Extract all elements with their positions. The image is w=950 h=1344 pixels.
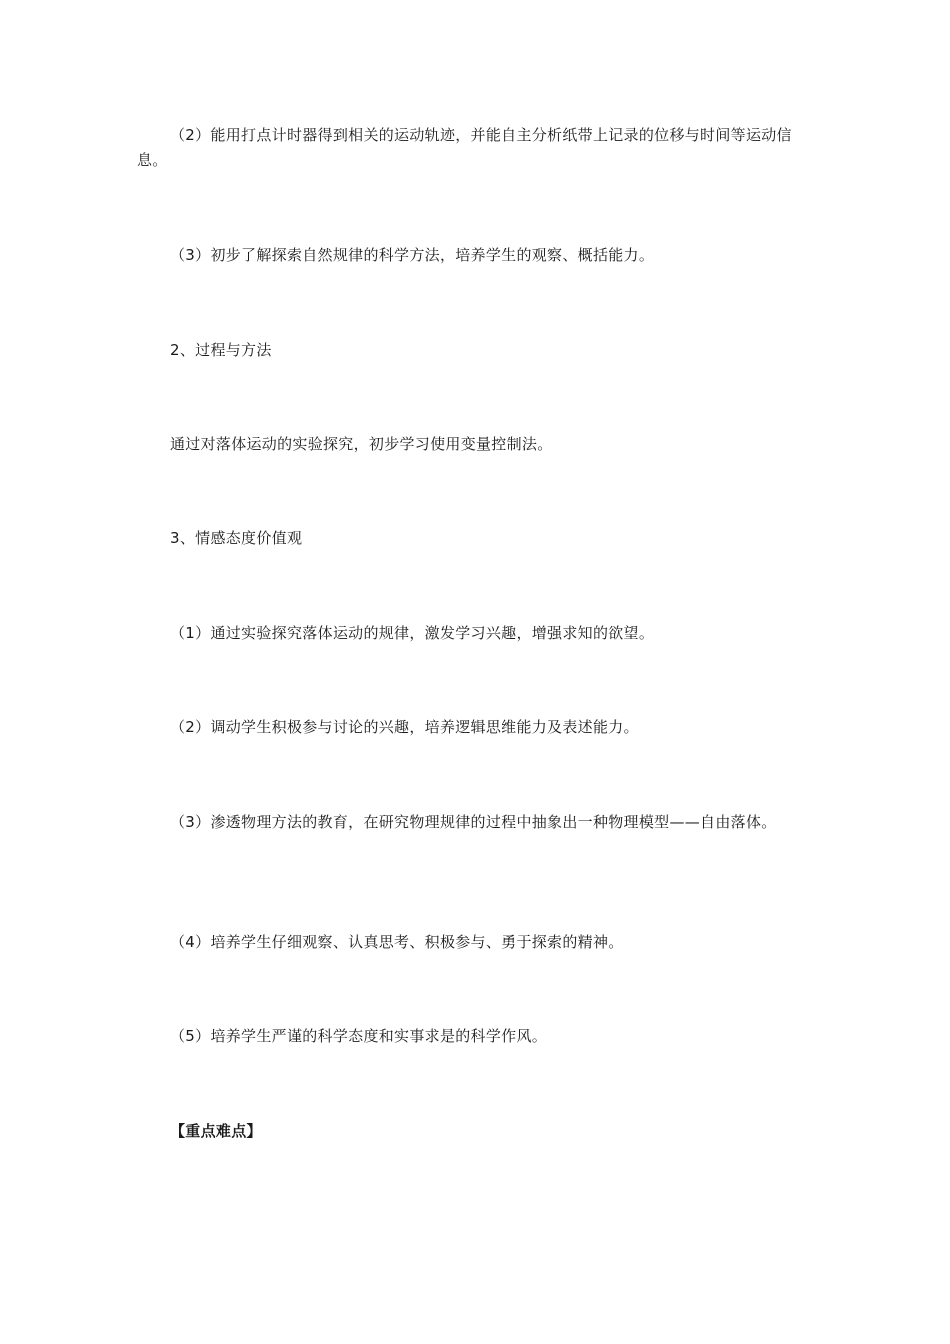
paragraph-emotion-3: （3）渗透物理方法的教育，在研究物理规律的过程中抽象出一种物理模型——自由落体。 [170,813,777,831]
paragraph-emotion-4: （4）培养学生仔细观察、认真思考、积极参与、勇于探索的精神。 [170,933,624,951]
section-heading-key-difficulties: 【重点难点】 [170,1122,262,1140]
paragraph-emotion-1: （1）通过实验探究落体运动的规律，激发学习兴趣，增强求知的欲望。 [170,624,655,642]
paragraph-emotion-5: （5）培养学生严谨的科学态度和实事求是的科学作风。 [170,1027,548,1045]
paragraph-objective-2: （2）能用打点计时器得到相关的运动轨迹，并能自主分析纸带上记录的位移与时间等运动信息。 [137,126,792,169]
paragraph-emotion-2: （2）调动学生积极参与讨论的兴趣，培养逻辑思维能力及表述能力。 [170,718,639,736]
heading-emotional-values: 3、情感态度价值观 [170,529,303,547]
heading-process-and-method: 2、过程与方法 [170,341,272,359]
paragraph-process-method: 通过对落体运动的实验探究，初步学习使用变量控制法。 [170,435,553,453]
paragraph-objective-3: （3）初步了解探索自然规律的科学方法，培养学生的观察、概括能力。 [170,246,655,264]
